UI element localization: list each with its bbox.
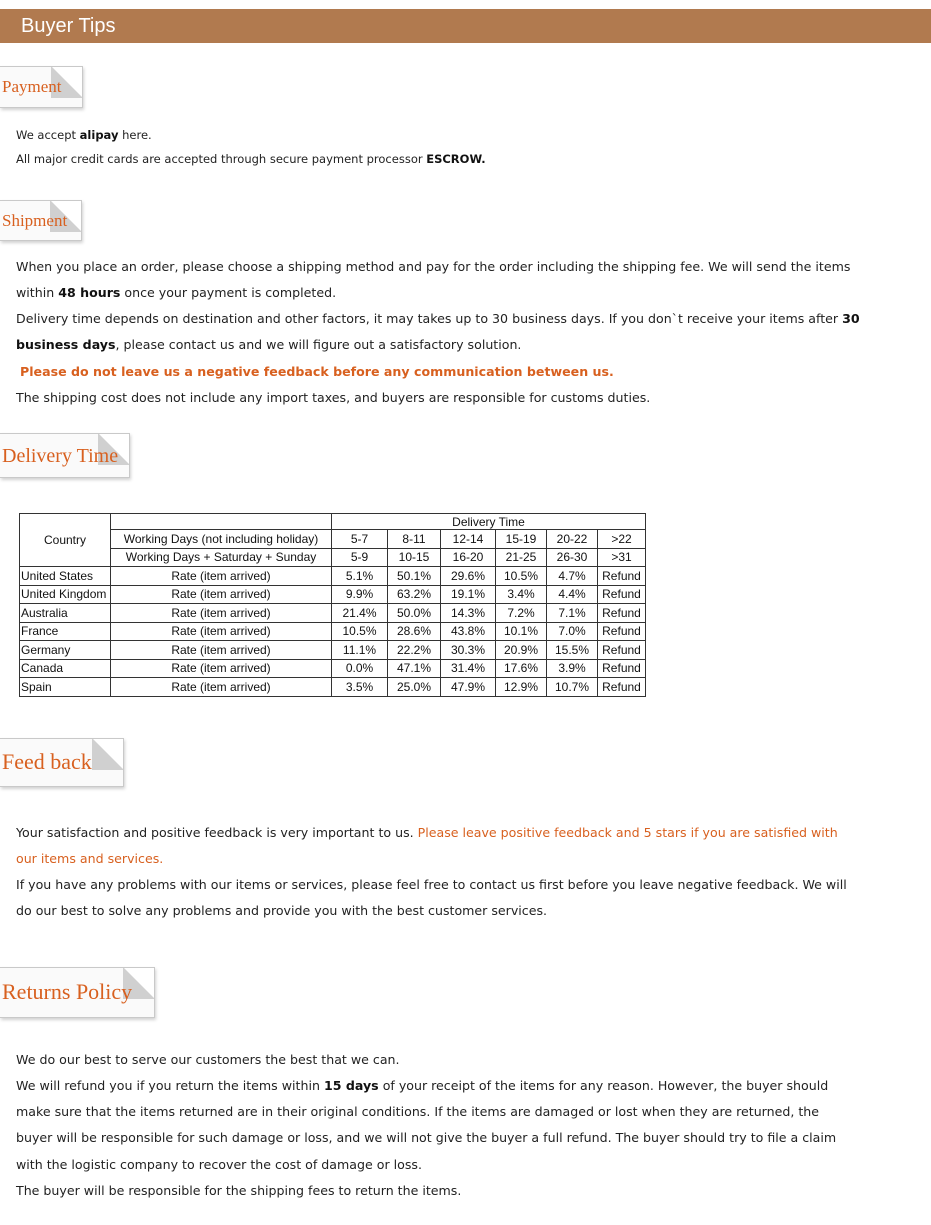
rate-label-cell: Rate (item arrived): [111, 641, 332, 660]
returns-heading-tag: [0, 967, 155, 1018]
rate-value-cell: 31.4%: [441, 659, 496, 678]
rate-value-cell: 50.1%: [388, 567, 441, 586]
shipment-line-2: within 48 hours once your payment is completed.: [16, 285, 337, 300]
rate-value-cell: 9.9%: [332, 585, 388, 604]
country-cell: Australia: [20, 604, 111, 623]
feedback-heading: Feed back: [2, 749, 92, 774]
rate-value-cell: 12.9%: [496, 678, 547, 697]
returns-line-4: buyer will be responsible for such damage or loss, and we will not give the buyer a full refund. The buyer should try to file a claim: [16, 1130, 837, 1145]
row-label: Working Days + Saturday + Sunday: [111, 548, 332, 567]
table-row: [20, 641, 646, 660]
table-row: [20, 567, 646, 586]
range-cell: 5-7: [332, 530, 388, 549]
rate-value-cell: 7.1%: [547, 604, 598, 623]
country-cell: Germany: [20, 641, 111, 660]
range-cell: 20-22: [547, 530, 598, 549]
returns-line-3: make sure that the items returned are in their original conditions. If the items are damaged or lost when they are returned, the: [16, 1104, 820, 1119]
returns-line-5: with the logistic company to recover the cost of damage or loss.: [16, 1157, 422, 1172]
payment-line-1: We accept alipay here.: [16, 128, 152, 142]
country-cell: Spain: [20, 678, 111, 697]
rate-value-cell: 43.8%: [441, 622, 496, 641]
calendar-days-row: [20, 548, 646, 567]
range-cell: >31: [598, 548, 646, 567]
range-cell: 5-9: [332, 548, 388, 567]
rate-value-cell: 50.0%: [388, 604, 441, 623]
payment-line-2: All major credit cards are accepted through secure payment processor ESCROW.: [16, 152, 486, 166]
rate-value-cell: 30.3%: [441, 641, 496, 660]
returns-heading: Returns Policy: [2, 979, 133, 1004]
feedback-heading-tag: [0, 738, 124, 787]
country-cell: France: [20, 622, 111, 641]
rate-value-cell: Refund: [598, 585, 646, 604]
rate-value-cell: 17.6%: [496, 659, 547, 678]
rate-label-cell: Rate (item arrived): [111, 678, 332, 697]
country-cell: Canada: [20, 659, 111, 678]
range-cell: 8-11: [388, 530, 441, 549]
rate-value-cell: 4.4%: [547, 585, 598, 604]
rate-value-cell: 14.3%: [441, 604, 496, 623]
delivery-heading: Delivery Time: [2, 445, 119, 467]
table-row: [20, 678, 646, 697]
rate-value-cell: 22.2%: [388, 641, 441, 660]
rate-value-cell: 5.1%: [332, 567, 388, 586]
delivery-heading-tag: [0, 433, 130, 478]
rate-value-cell: 3.9%: [547, 659, 598, 678]
rate-value-cell: 3.5%: [332, 678, 388, 697]
delivery-time-table: [19, 513, 646, 697]
rate-value-cell: 10.5%: [332, 622, 388, 641]
range-cell: 21-25: [496, 548, 547, 567]
rate-value-cell: 11.1%: [332, 641, 388, 660]
rate-value-cell: Refund: [598, 678, 646, 697]
rate-label-cell: Rate (item arrived): [111, 567, 332, 586]
range-cell: 15-19: [496, 530, 547, 549]
page-curl-icon: [92, 738, 124, 770]
rate-value-cell: 47.9%: [441, 678, 496, 697]
rate-value-cell: 21.4%: [332, 604, 388, 623]
rate-value-cell: 15.5%: [547, 641, 598, 660]
page-banner: [0, 9, 931, 43]
shipment-line-1: When you place an order, please choose a shipping method and pay for the order including the shipping fee. We will send the items: [16, 259, 851, 274]
rate-label-cell: Rate (item arrived): [111, 659, 332, 678]
returns-line-6: The buyer will be responsible for the shipping fees to return the items.: [16, 1183, 462, 1198]
rate-value-cell: 47.1%: [388, 659, 441, 678]
rate-value-cell: 10.7%: [547, 678, 598, 697]
rate-value-cell: 10.5%: [496, 567, 547, 586]
feedback-line-4: do our best to solve any problems and provide you with the best customer services.: [16, 903, 548, 918]
table-title: Delivery Time: [332, 514, 646, 530]
working-days-row: [20, 530, 646, 549]
shipment-line-6: The shipping cost does not include any import taxes, and buyers are responsible for customs duties.: [16, 390, 651, 405]
range-cell: 16-20: [441, 548, 496, 567]
rate-value-cell: Refund: [598, 604, 646, 623]
rate-label-cell: Rate (item arrived): [111, 585, 332, 604]
range-cell: 12-14: [441, 530, 496, 549]
range-cell: 26-30: [547, 548, 598, 567]
rate-value-cell: 29.6%: [441, 567, 496, 586]
range-cell: >22: [598, 530, 646, 549]
rate-value-cell: 10.1%: [496, 622, 547, 641]
payment-heading-tag: [0, 66, 83, 108]
returns-line-1: We do our best to serve our customers the best that we can.: [16, 1052, 400, 1067]
table-row: [20, 659, 646, 678]
rate-value-cell: 0.0%: [332, 659, 388, 678]
returns-line-2: We will refund you if you return the items within 15 days of your receipt of the items for any reason. However, the buyer should: [16, 1078, 829, 1093]
rate-value-cell: 63.2%: [388, 585, 441, 604]
feedback-line-1: Your satisfaction and positive feedback is very important to us. Please leave positive feedback and 5 stars if you are satisfied with: [16, 825, 838, 840]
rate-value-cell: 28.6%: [388, 622, 441, 641]
rate-value-cell: 20.9%: [496, 641, 547, 660]
rate-value-cell: Refund: [598, 567, 646, 586]
rate-value-cell: Refund: [598, 641, 646, 660]
table-row: [20, 622, 646, 641]
table-row: [20, 585, 646, 604]
row-label: Working Days (not including holiday): [111, 530, 332, 549]
feedback-line-2: our items and services.: [16, 851, 164, 866]
country-cell: United States: [20, 567, 111, 586]
shipment-heading-tag: [0, 200, 82, 241]
rate-value-cell: 19.1%: [441, 585, 496, 604]
country-header: Country: [20, 514, 111, 567]
shipment-warning: Please do not leave us a negative feedback before any communication between us.: [20, 364, 614, 379]
rate-value-cell: 25.0%: [388, 678, 441, 697]
shipment-heading: Shipment: [2, 211, 68, 230]
table-header-row: [20, 514, 646, 530]
table-row: [20, 604, 646, 623]
payment-heading: Payment: [2, 77, 62, 96]
shipment-line-3: Delivery time depends on destination and other factors, it may takes up to 30 business days. If you don`t receive your items after 30: [16, 311, 860, 326]
rate-label-cell: Rate (item arrived): [111, 604, 332, 623]
country-cell: United Kingdom: [20, 585, 111, 604]
rate-value-cell: 3.4%: [496, 585, 547, 604]
rate-value-cell: 4.7%: [547, 567, 598, 586]
banner-title: Buyer Tips: [21, 15, 116, 37]
rate-value-cell: Refund: [598, 622, 646, 641]
shipment-line-4: business days, please contact us and we will figure out a satisfactory solution.: [16, 337, 522, 352]
rate-value-cell: 7.0%: [547, 622, 598, 641]
rate-label-cell: Rate (item arrived): [111, 622, 332, 641]
rate-value-cell: Refund: [598, 659, 646, 678]
feedback-line-3: If you have any problems with our items or services, please feel free to contact us first before you leave negative feedback. We will: [16, 877, 847, 892]
rate-value-cell: 7.2%: [496, 604, 547, 623]
range-cell: 10-15: [388, 548, 441, 567]
